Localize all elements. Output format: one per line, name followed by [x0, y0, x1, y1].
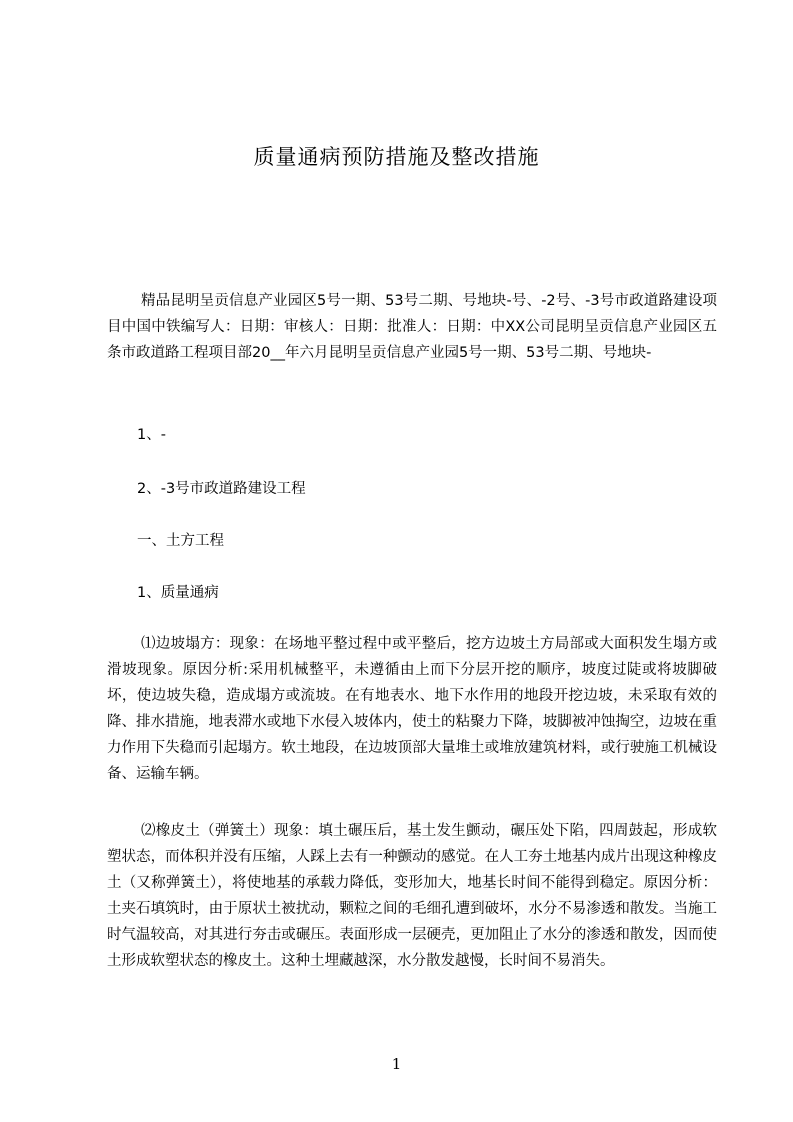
list-item-2: 2、-3号市政道路建设工程: [137, 481, 306, 497]
page-number: 1: [391, 1055, 402, 1073]
subsection-heading-quality-defects: 1、质量通病: [137, 585, 219, 601]
paragraph-slope-collapse: ⑴边坡塌方：现象：在场地平整过程中或平整后，挖方边坡土方局部或大面积发生塌方或滑坡现象。原因分析:采用机械整平，未遵循由上而下分层开挖的顺序，坡度过陡或将坡脚破坏，使边坡失稳，造成塌方或流坡。在有地表水、地下水作用的地段开挖边坡，未采取有效的降、排水措施，地表滞水或地下水侵入坡体内，使土的粘聚力下降，坡脚被冲蚀掏空，边坡在重力作用下失稳而引起塌方。软土地段，在边坡顶部大量堆土或堆放建筑材料，或行驶施工机械设备、运输车辆。: [107, 636, 717, 782]
intro-paragraph: 精品昆明呈贡信息产业园区5号一期、53号二期、号地块-号、-2号、-3号市政道路建设项目中国中铁编写人：日期：审核人：日期：批准人：日期：中XX公司昆明呈贡信息产业园区五条市政道路工程项目部20__年六月昆明呈贡信息产业园5号一期、53号二期、号地块-: [107, 293, 717, 361]
page-title: 质量通病预防措施及整改措施: [253, 145, 540, 169]
list-item-1: 1、-: [137, 427, 166, 443]
section-heading-earthwork: 一、土方工程: [137, 533, 224, 549]
paragraph-rubber-soil: ⑵橡皮土（弹簧土）现象：填土碾压后，基土发生颤动，碾压处下陷，四周鼓起，形成软塑状态，而体积并没有压缩，人踩上去有一种颤动的感觉。在人工夯土地基内成片出现这种橡皮土（又称弹簧土），将使地基的承载力降低，变形加大，地基长时间不能得到稳定。原因分析：土夹石填筑时，由于原状土被扰动，颗粒之间的毛细孔遭到破坏，水分不易渗透和散发。当施工时气温较高，对其进行夯击或碾压。表面形成一层硬壳，更加阻止了水分的渗透和散发，因而使土形成软塑状态的橡皮土。这种土埋藏越深，水分散发越慢，长时间不易消失。: [107, 823, 717, 969]
